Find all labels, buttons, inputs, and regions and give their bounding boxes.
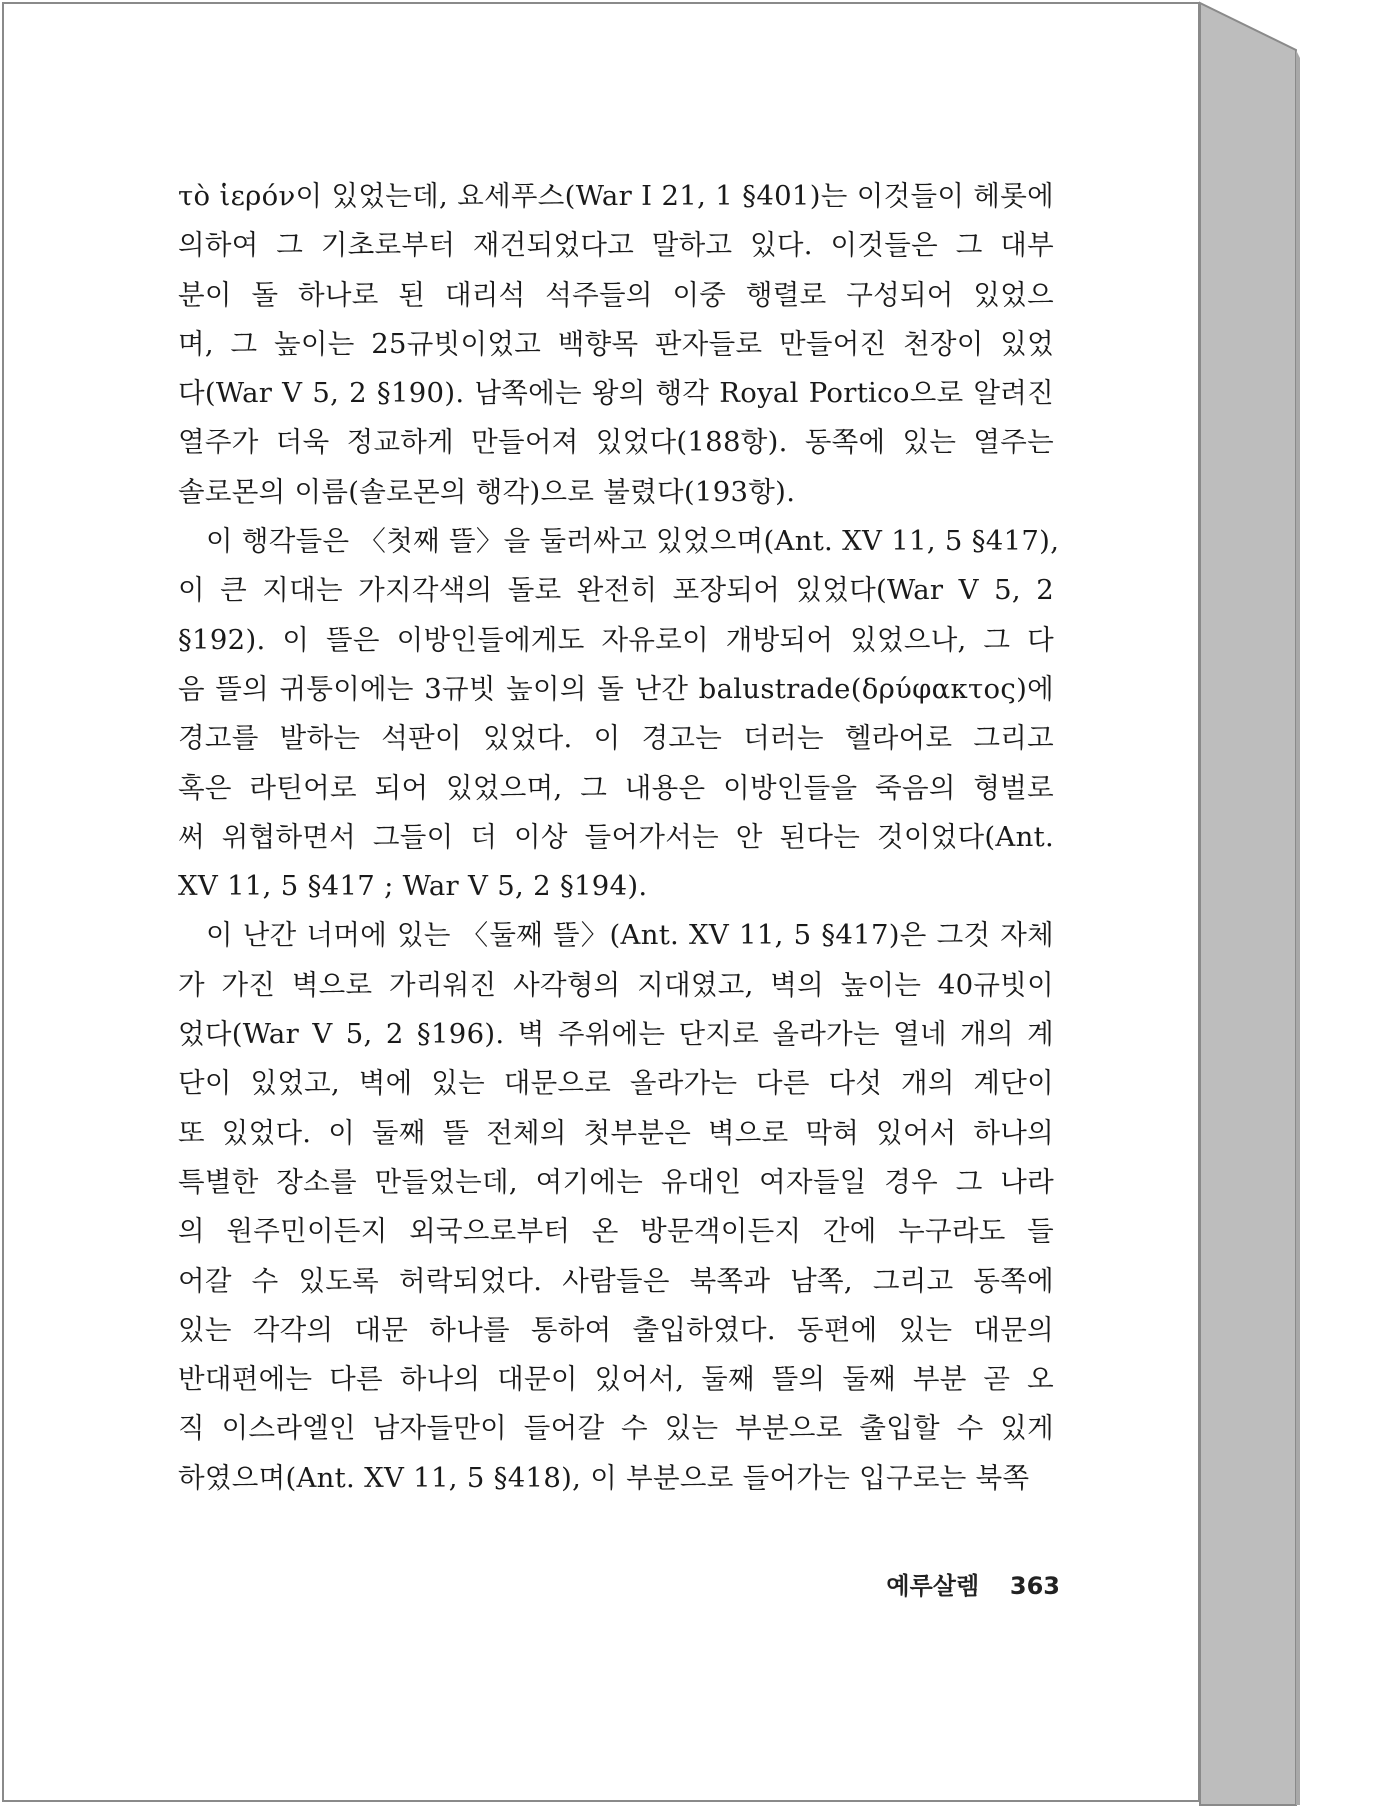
text-line: 특별한 장소를 만들었는데, 여기에는 유대인 여자들일 경우 그 나라: [178, 1165, 1054, 1198]
text-line: 이 난간 너머에 있는 〈둘째 뜰〉(Ant. XV 11, 5 §417)은 그것 자체: [206, 919, 1054, 952]
text-line: §192). 이 뜰은 이방인들에게도 자유로이 개방되어 있었으나, 그 다: [178, 623, 1054, 656]
text-line: 었다(War V 5, 2 §196). 벽 주위에는 단지로 올라가는 열네 개의 계: [178, 1018, 1054, 1051]
body-text: [178, 172, 1060, 1503]
text-line: τὸ ἱερόν이 있었는데, 요세푸스(War I 21, 1 §401)는 이것들이 헤롯에: [178, 180, 1054, 212]
text-line: 있는 각각의 대문 하나를 통하여 출입하였다. 동편에 있는 대문의: [178, 1313, 1054, 1346]
page-footer: [880, 1566, 1060, 1601]
running-title: 예루살렘: [886, 1572, 980, 1600]
text-line: 의 원주민이든지 외국으로부터 온 방문객이든지 간에 누구라도 들: [178, 1215, 1054, 1248]
text-line: 분이 돌 하나로 된 대리석 석주들의 이중 행렬로 구성되어 있었으: [178, 278, 1054, 311]
text-line: 며, 그 높이는 25규빗이었고 백향목 판자들로 만들어진 천장이 있었: [178, 327, 1054, 360]
text-line: 열주가 더욱 정교하게 만들어져 있었다(188항). 동쪽에 있는 열주는: [178, 426, 1054, 459]
text-line: 의하여 그 기초로부터 재건되었다고 말하고 있다. 이것들은 그 대부: [178, 229, 1054, 262]
page-number: 363: [1009, 1572, 1060, 1600]
text-line: 직 이스라엘인 남자들만이 들어갈 수 있는 부분으로 출입할 수 있게: [178, 1412, 1054, 1445]
text-line: 또 있었다. 이 둘째 뜰 전체의 첫부분은 벽으로 막혀 있어서 하나의: [178, 1116, 1054, 1149]
text-line: 반대편에는 다른 하나의 대문이 있어서, 둘째 뜰의 둘째 부분 곧 오: [178, 1363, 1054, 1396]
text-line: 하였으며(Ant. XV 11, 5 §418), 이 부분으로 들어가는 입구로는 북쪽: [178, 1461, 1030, 1494]
text-line: 음 뜰의 귀퉁이에는 3규빗 높이의 돌 난간 balustrade(δρύφακτος)에: [178, 672, 1054, 705]
text-line: 가 가진 벽으로 가리워진 사각형의 지대였고, 벽의 높이는 40규빗이: [178, 968, 1054, 1001]
text-line: 경고를 발하는 석판이 있었다. 이 경고는 더러는 헬라어로 그리고: [178, 722, 1054, 755]
text-line: 혹은 라틴어로 되어 있었으며, 그 내용은 이방인들을 죽음의 형벌로: [178, 771, 1054, 804]
text-line: 단이 있었고, 벽에 있는 대문으로 올라가는 다른 다섯 개의 계단이: [178, 1067, 1054, 1100]
text-line: 다(War V 5, 2 §190). 남쪽에는 왕의 행각 Royal Portico으로 알려진: [178, 377, 1054, 410]
text-line: 써 위협하면서 그들이 더 이상 들어가서는 안 된다는 것이었다(Ant.: [178, 820, 1054, 853]
text-line: 솔로몬의 이름(솔로몬의 행각)으로 불렸다(193항).: [178, 475, 796, 508]
text-line: 이 큰 지대는 가지각색의 돌로 완전히 포장되어 있었다(War V 5, 2: [178, 574, 1054, 607]
text-line: XV 11, 5 §417 ; War V 5, 2 §194).: [178, 870, 648, 903]
text-line: 이 행각들은 〈첫째 뜰〉을 둘러싸고 있었으며(Ant. XV 11, 5 §417),: [206, 525, 1060, 558]
text-line: 어갈 수 있도록 허락되었다. 사람들은 북쪽과 남쪽, 그리고 동쪽에: [178, 1264, 1054, 1297]
